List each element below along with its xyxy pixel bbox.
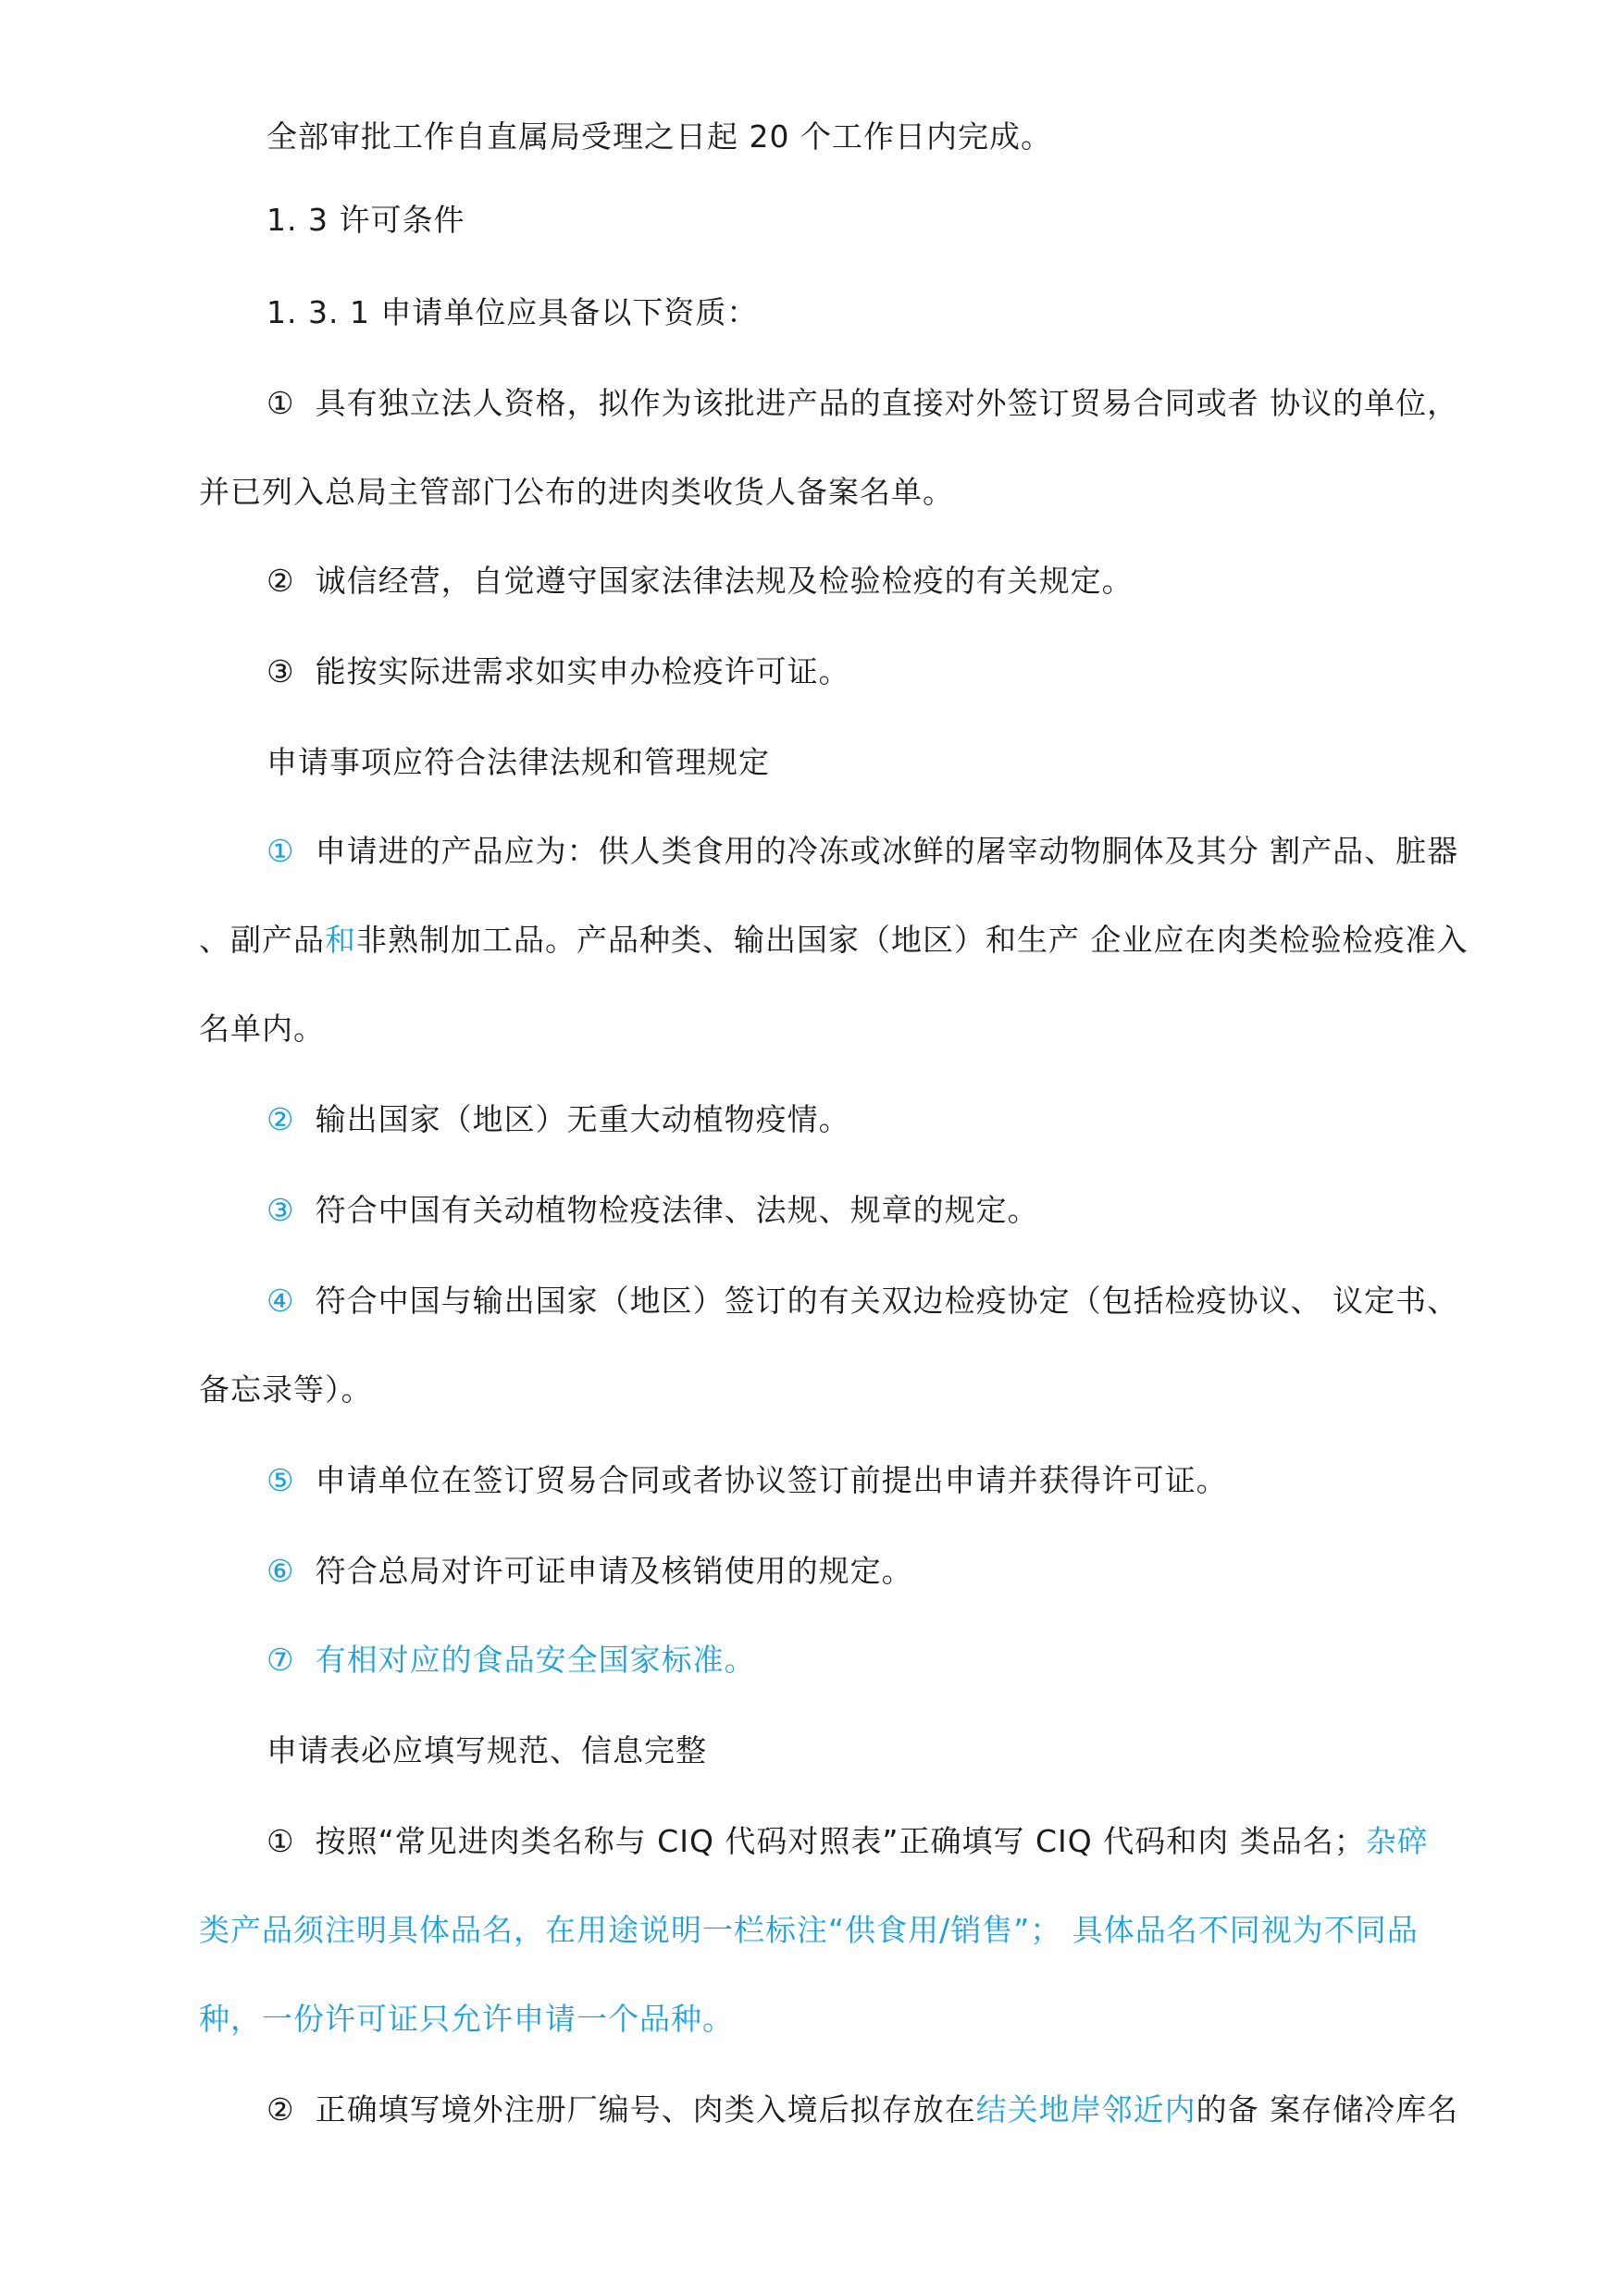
line-text: 诚信经营，自觉遵守国家法律法规及检验检疫的有关规定。 bbox=[315, 563, 1134, 599]
list-item bbox=[267, 653, 1439, 690]
line-text: 备忘录等）。 bbox=[199, 1371, 373, 1408]
line-text: 申请进的产品应为：供人类食用的冷冻或冰鲜的屠宰动物胴体及其分 割产品、脏器 bbox=[315, 833, 1459, 869]
paragraph-line bbox=[199, 474, 1439, 511]
line-text: 能按实际进需求如实申办检疫许可证。 bbox=[315, 653, 850, 689]
line-text: 正确填写境外注册厂编号、肉类入境后拟存放在 bbox=[315, 2091, 976, 2128]
paragraph-line bbox=[199, 1011, 1439, 1048]
heading-text: 1. 3. 1 申请单位应具备以下资质： bbox=[267, 294, 759, 330]
list-marker: ② bbox=[267, 2091, 295, 2128]
section-heading bbox=[267, 1732, 1439, 1769]
list-item bbox=[267, 1823, 1439, 1860]
paragraph-line bbox=[199, 1912, 1439, 1949]
line-text: 具有独立法人资格，拟作为该批进产品的直接对外签订贸易合同或者 协议的单位， bbox=[315, 385, 1459, 421]
list-item bbox=[267, 1192, 1439, 1229]
paragraph-line bbox=[199, 2001, 1439, 2038]
list-marker: ① bbox=[267, 833, 295, 869]
list-item bbox=[267, 1101, 1439, 1138]
line-text: 符合中国与输出国家（地区）签订的有关双边检疫协定（包括检疫协议、 议定书、 bbox=[315, 1283, 1459, 1319]
line-text: 非熟制加工品。产品种类、输出国家（地区）和生产 企业应在肉类检验检疫准入 bbox=[356, 922, 1469, 958]
section-heading bbox=[267, 202, 1439, 239]
list-marker: ⑥ bbox=[267, 1553, 295, 1589]
line-text: 、副产品 bbox=[199, 922, 325, 958]
list-marker: ⑤ bbox=[267, 1462, 295, 1498]
highlighted-text: 和 bbox=[325, 922, 356, 958]
list-marker: ⑦ bbox=[267, 1642, 295, 1678]
section-heading bbox=[267, 744, 1439, 781]
list-item bbox=[267, 1462, 1439, 1499]
list-marker: ① bbox=[267, 385, 295, 421]
line-text: 并已列入总局主管部门公布的进肉类收货人备案名单。 bbox=[199, 474, 954, 510]
highlighted-text: 杂碎 bbox=[1365, 1823, 1429, 1859]
line-text: 名单内。 bbox=[199, 1011, 325, 1047]
line-text: 输出国家（地区）无重大动植物疫情。 bbox=[315, 1101, 850, 1137]
highlighted-text: 有相对应的食品安全国家标准。 bbox=[315, 1642, 756, 1678]
list-marker: ③ bbox=[267, 1192, 295, 1228]
list-item bbox=[267, 1553, 1439, 1590]
heading-text: 1. 3 许可条件 bbox=[267, 202, 465, 238]
line-text: 按照“常见进肉类名称与 CIQ 代码对照表”正确填写 CIQ 代码和肉 类品名； bbox=[315, 1823, 1366, 1859]
list-marker: ② bbox=[267, 563, 295, 599]
line-text: 申请单位在签订贸易合同或者协议签订前提出申请并获得许可证。 bbox=[315, 1462, 1228, 1498]
paragraph-line bbox=[267, 118, 1439, 155]
subsection-heading bbox=[267, 294, 1439, 331]
line-text: 的备 案存储冷库名 bbox=[1196, 2091, 1459, 2128]
list-marker: ③ bbox=[267, 653, 295, 689]
highlighted-text: 结关地岸邻近内 bbox=[975, 2091, 1196, 2128]
list-item bbox=[267, 833, 1459, 870]
list-marker: ② bbox=[267, 1101, 295, 1137]
list-marker: ④ bbox=[267, 1283, 295, 1319]
list-item bbox=[267, 1283, 1459, 1320]
list-marker: ① bbox=[267, 1823, 295, 1859]
highlighted-text: 类产品须注明具体品名，在用途说明一栏标注“供食用/销售”； 具体品名不同视为不同品 bbox=[199, 1912, 1419, 1948]
paragraph-line bbox=[199, 1371, 1439, 1408]
line-text: 全部审批工作自直属局受理之日起 20 个工作日内完成。 bbox=[267, 118, 1052, 155]
heading-text: 申请事项应符合法律法规和管理规定 bbox=[267, 744, 770, 780]
list-item bbox=[267, 1642, 1439, 1679]
line-text: 符合中国有关动植物检疫法律、法规、规章的规定。 bbox=[315, 1192, 1039, 1228]
line-text: 符合总局对许可证申请及核销使用的规定。 bbox=[315, 1553, 913, 1589]
list-item bbox=[267, 563, 1439, 600]
heading-text: 申请表必应填写规范、信息完整 bbox=[267, 1732, 707, 1768]
paragraph-line bbox=[199, 922, 1469, 959]
list-item bbox=[267, 385, 1459, 422]
highlighted-text: 种，一份许可证只允许申请一个品种。 bbox=[199, 2001, 734, 2037]
list-item bbox=[267, 2091, 1459, 2128]
